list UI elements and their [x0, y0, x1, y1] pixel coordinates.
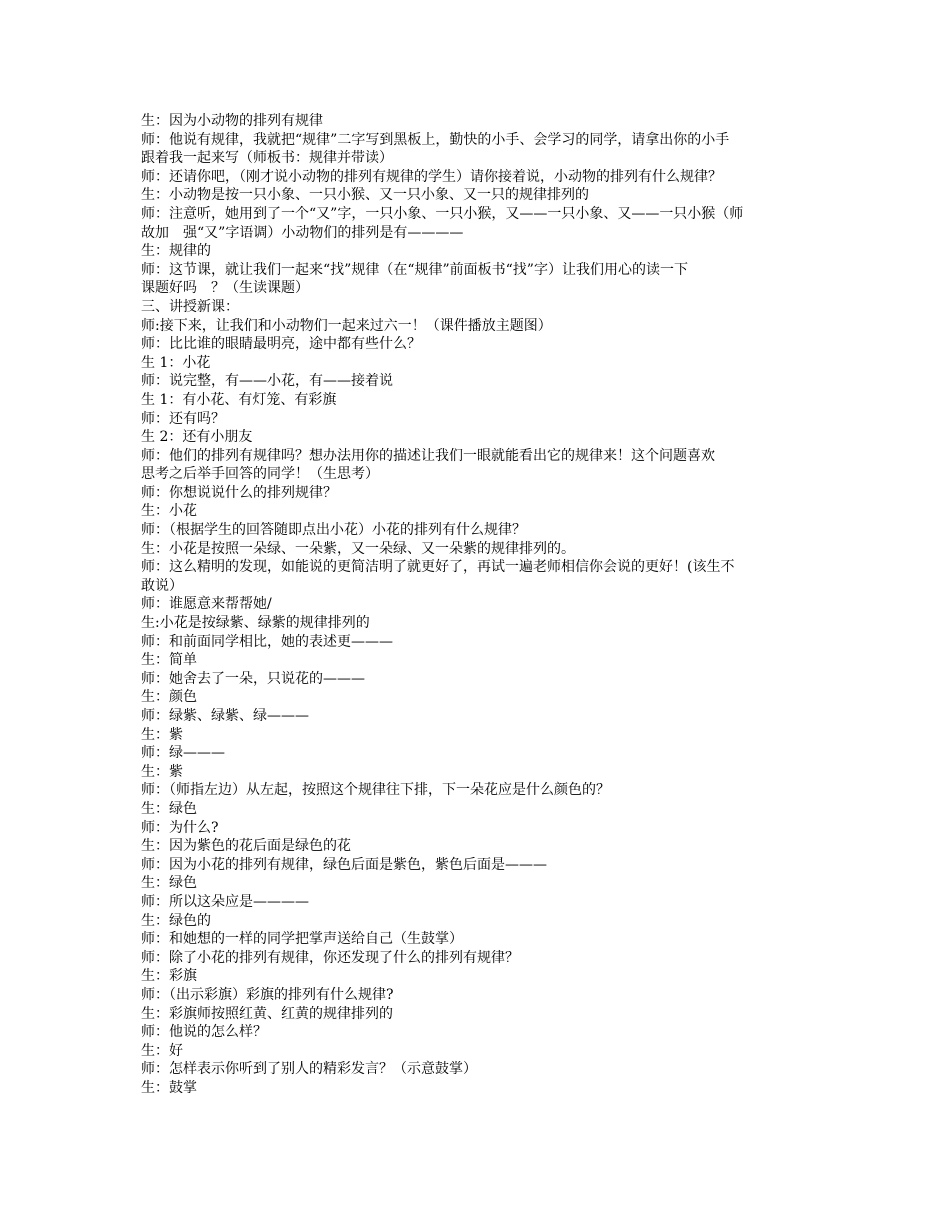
transcript-line: 师：说完整，有——小花，有——接着说 — [141, 373, 393, 390]
transcript-line: 生：简单 — [141, 652, 197, 669]
transcript-line: 师：（根据学生的回答随即点出小花）小花的排列有什么规律？ — [141, 522, 526, 539]
transcript-line: 师：因为小花的排列有规律，绿色后面是紫色，紫色后面是——— — [141, 856, 547, 873]
transcript-line: 师：绿紫、绿紫、绿——— — [141, 708, 309, 724]
transcript-line: 生：规律的 — [141, 243, 211, 260]
transcript-line: 生：彩旗师按照红黄、红黄的规律排列的 — [141, 1005, 393, 1022]
transcript-line: 生 2：还有小朋友 — [141, 429, 253, 446]
transcript-line: 师：怎样表示你听到了别人的精彩发言？（示意鼓掌） — [141, 1061, 477, 1078]
transcript-line: 生：彩旗 — [141, 968, 197, 985]
transcript-line: 生：紫 — [141, 763, 183, 780]
transcript-line: 生：绿色 — [141, 800, 197, 817]
transcript-line: 敢说） — [141, 577, 183, 594]
transcript-line: 师：还请你吧，（刚才说小动物的排列有规律的学生）请你接着说，小动物的排列有什么规律？ — [141, 168, 722, 185]
transcript-line: 师：他们的排列有规律吗？想办法用你的描述让我们一眼就能看出它的规律来！这个问题喜欢 — [141, 447, 715, 464]
transcript-line: 生：小动物是按一只小象、一只小猴、又一只小象、又一只的规律排列的 — [141, 187, 589, 204]
transcript-line: 生：鼓掌 — [141, 1079, 197, 1096]
transcript-line: 生：紫 — [141, 726, 183, 743]
transcript-line: 师:接下来，让我们和小动物们一起来过六一！（课件播放主题图） — [141, 317, 552, 334]
transcript-line: 师：注意听，她用到了一个“又”字，一只小象、一只小猴，又——一只小象、又——一只小猴（师 — [141, 205, 744, 222]
transcript-line: 故加 强“又”字语调）小动物们的排列是有———— — [141, 224, 464, 241]
transcript-line: 生:小花是按绿紫、绿紫的规律排列的 — [141, 615, 370, 632]
transcript-line: 师：他说有规律，我就把“规律”二字写到黑板上，勤快的小手、会学习的同学，请拿出你的小手 — [141, 131, 730, 148]
transcript-line: 师：他说的怎么样？ — [141, 1024, 267, 1041]
transcript-line: 师：（师指左边）从左起，按照这个规律往下排，下一朵花应是什么颜色的？ — [141, 782, 610, 799]
transcript-line: 师：（出示彩旗）彩旗的排列有什么规律? — [141, 986, 394, 1003]
transcript-line: 生：绿色 — [141, 875, 197, 892]
transcript-line: 师：你想说说什么的排列规律？ — [141, 484, 337, 501]
transcript-line: 师：和她想的一样的同学把掌声送给自己（生鼓掌） — [141, 931, 463, 948]
transcript-line: 跟着我一起来写（师板书：规律并带读） — [141, 150, 393, 167]
transcript-line: 师：所以这朵应是———— — [141, 893, 309, 910]
transcript-line: 三、讲授新课： — [141, 298, 239, 315]
transcript-line: 师：绿——— — [141, 745, 225, 762]
transcript-line: 课题好吗 ？（生读课题） — [141, 280, 309, 297]
transcript-line: 师：还有吗？ — [141, 410, 225, 427]
transcript-line: 师：谁愿意来帮帮她/ — [141, 596, 272, 613]
transcript-line: 师：这么精明的发现，如能说的更简洁明了就更好了，再试一遍老师相信你会说的更好！(该生不 — [141, 559, 735, 576]
transcript-line: 生 1：有小花、有灯笼、有彩旗 — [141, 391, 337, 408]
transcript-line: 生：好 — [141, 1042, 183, 1059]
transcript-line: 师：为什么? — [141, 819, 219, 836]
transcript-line: 生：颜色 — [141, 689, 197, 706]
transcript-line: 思考之后举手回答的同学！（生思考） — [141, 466, 379, 483]
transcript-line: 生：小花 — [141, 503, 197, 520]
transcript-line: 生 1：小花 — [141, 354, 211, 371]
transcript-line: 师：和前面同学相比，她的表述更——— — [141, 633, 393, 650]
document-body — [141, 112, 813, 1097]
transcript-line: 师：这节课，就让我们一起来“找”规律（在“规律”前面板书“找”字）让我们用心的读一下 — [141, 261, 688, 278]
transcript-line: 师：除了小花的排列有规律，你还发现了什么的排列有规律？ — [141, 949, 519, 966]
transcript-line: 生：因为紫色的花后面是绿色的花 — [141, 838, 351, 855]
transcript-line: 师：她舍去了一朵，只说花的——— — [141, 670, 365, 687]
transcript-line: 生：因为小动物的排列有规律 — [141, 113, 323, 129]
transcript-line: 生：绿色的 — [141, 912, 211, 929]
transcript-line: 师：比比谁的眼睛最明亮，途中都有些什么？ — [141, 336, 421, 353]
transcript-line: 生：小花是按照一朵绿、一朵紫，又一朵绿、又一朵紫的规律排列的。 — [141, 540, 575, 557]
